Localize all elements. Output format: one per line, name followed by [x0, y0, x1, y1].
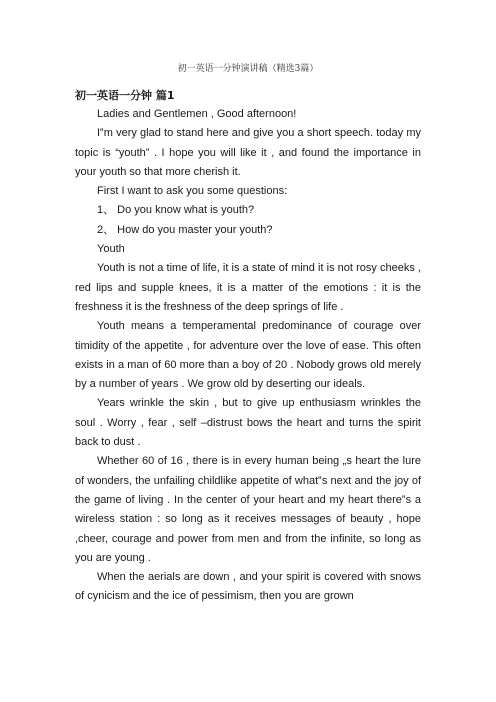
paragraph-intro: I‟m very glad to stand here and give you a short speech. today my topic is “youth” . I hope you will like it , and found the importance in your youth so that more cherish it. [75, 127, 421, 178]
section-title: 初一英语一分钟 篇1 [75, 89, 175, 102]
article-body [75, 86, 421, 607]
paragraph-questions-lead: First I want to ask you some questions: [97, 185, 288, 198]
paragraph-question-2: 2、 How do you master your youth? [97, 223, 273, 236]
paragraph-aerials-down: When the aerials are down , and your spirit is covered with snows of cynicism and the ice of pessimism, then you are grown [75, 571, 421, 603]
paragraph-question-1: 1、 Do you know what is youth? [97, 204, 255, 217]
document-header-title: 初一英语一分钟演讲稿（精选3篇） [177, 64, 319, 74]
paragraph-youth-courage: Youth means a temperamental predominance of courage over timidity of the appetite , for adventure over the love of ease. This often exists in a man of 60 more than a boy of 20 . Nobody grows old merely by a number of years . We grow old by deserting our ideals. [75, 320, 421, 391]
paragraph-youth-heading: Youth [97, 243, 125, 256]
paragraph-wireless-station: Whether 60 of 16 , there is in every human being „s heart the lure of wonders, the unfailing childlike appetite of what‟s next and the joy of the game of living . In the center of your heart and my heart there‟s a wireless station : so long as it receives messages of beauty , hope ,cheer, courage and power from men and from the infinite, so long as you are young . [75, 455, 421, 564]
paragraph-years-wrinkle: Years wrinkle the skin , but to give up enthusiasm wrinkles the soul . Worry , fear , self –distrust bows the heart and turns the spirit back to dust . [75, 397, 421, 449]
paragraph-greeting: Ladies and Gentlemen , Good afternoon! [97, 108, 297, 120]
paragraph-youth-definition: Youth is not a time of life, it is a state of mind it is not rosy cheeks , red lips and supple knees, it is a matter of the emotions : it is the freshness it is the freshness of the deep springs of life . [75, 262, 421, 313]
